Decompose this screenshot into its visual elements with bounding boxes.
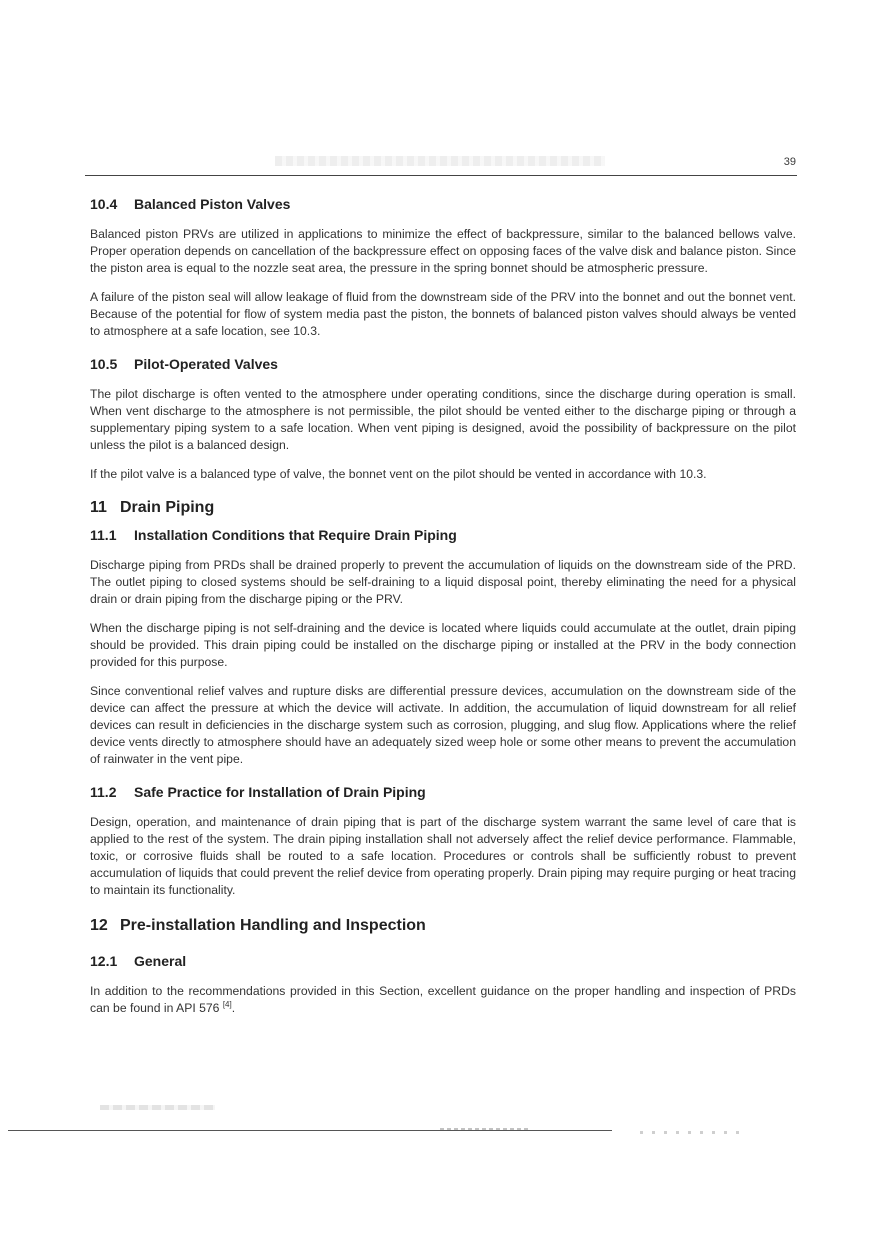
heading-10-5 — [90, 354, 796, 374]
heading-12-1 — [90, 951, 796, 971]
heading-title: General — [134, 953, 187, 969]
footer-rule — [8, 1130, 612, 1131]
header-running-title-faint — [275, 156, 605, 166]
paragraph: A failure of the piston seal will allow leakage of fluid from the downstream side of the PRV into the bonnet and out the bonnet vent. Because of the potential for flow of system media past the piston, the bonnets of balanced piston valves should always be vented to atmosphere at a safe location, see 10.3. — [90, 290, 796, 338]
page-number: 39 — [783, 156, 796, 168]
reference-marker: [4] — [222, 999, 232, 1009]
paragraph: The pilot discharge is often vented to the atmosphere under operating conditions, since the discharge during operation is small. When vent discharge to the atmosphere is not permissible, the pilot should be vented either to the discharge piping or through a supplementary piping system to a safe location. When vent piping is designed, avoid the possibility of backpressure on the pilot unless the pilot is a balanced design. — [90, 387, 796, 452]
heading-number: 11.2 — [90, 784, 117, 800]
heading-title: Installation Conditions that Require Drain Piping — [134, 527, 457, 543]
heading-10-4 — [90, 194, 796, 214]
paragraph-end: . — [231, 1001, 236, 1015]
heading-11 — [90, 497, 796, 519]
paragraph: If the pilot valve is a balanced type of valve, the bonnet vent on the pilot should be vented in accordance with 10.3. — [90, 467, 707, 481]
paragraph: Since conventional relief valves and rupture disks are differential pressure devices, accumulation on the downstream side of the device can affect the pressure at which the device will activate. In addition, the accumulation of liquid downstream for all relief devices can result in deficiencies in the discharge system such as corrosion, plugging, and slug flow. Applications where the relief device vents directly to atmosphere should have an adequately sized weep hole or some other means to prevent the accumulation of rainwater in the vent pipe. — [90, 684, 796, 766]
heading-number: 12.1 — [90, 953, 118, 969]
heading-11-1 — [90, 525, 796, 545]
paragraph: Discharge piping from PRDs shall be drained properly to prevent the accumulation of liquids on the downstream side of the PRD. The outlet piping to closed systems should be self-draining to a liquid disposal point, thereby eliminating the need for a physical drain or drain piping from the discharge piping or the PRV. — [90, 558, 796, 606]
paragraph: Design, operation, and maintenance of drain piping that is part of the discharge system warrant the same level of care that is applied to the rest of the system. The drain piping installation shall not adversely affect the relief device performance. Flammable, toxic, or corrosive fluids shall be routed to a safe location. Procedures or controls shall be sufficiently robust to prevent accumulation of liquids that could prevent the relief device from operating properly. Drain piping may require purging or heat tracing to maintain its functionality. — [90, 815, 796, 897]
heading-number: 10.4 — [90, 196, 118, 212]
page-content — [90, 194, 796, 1017]
paragraph-text: In addition to the recommendations provided in this Section, excellent guidance on the proper handling and inspection of PRDs can be found in API 576 — [90, 984, 796, 1015]
heading-11-2 — [90, 782, 796, 802]
heading-title: Balanced Piston Valves — [134, 196, 291, 212]
heading-title: Pilot-Operated Valves — [134, 356, 278, 372]
heading-title: Pre-installation Handling and Inspection — [120, 917, 426, 934]
heading-title: Safe Practice for Installation of Drain Piping — [134, 784, 426, 800]
heading-12 — [90, 915, 796, 937]
paragraph: When the discharge piping is not self-draining and the device is located where liquids could accumulate at the outlet, drain piping should be provided. This drain piping could be installed on the discharge piping or installed at the PRV in the body connection provided for this purpose. — [90, 621, 796, 669]
heading-number: 11.1 — [90, 527, 117, 543]
header-rule — [85, 175, 797, 176]
paragraph: Balanced piston PRVs are utilized in applications to minimize the effect of backpressure, similar to the balanced bellows valve. Proper operation depends on cancellation of the backpressure effect on opposing faces of the valve disk and balance piston. Since the piston area is equal to the nozzle seat area, the pressure in the spring bonnet should be atmospheric pressure. — [90, 227, 796, 275]
heading-title: Drain Piping — [120, 499, 215, 516]
footer-faint-mark — [100, 1105, 215, 1110]
heading-number: 12 — [90, 917, 108, 934]
heading-number: 11 — [90, 499, 107, 516]
paragraph — [90, 983, 796, 1017]
footer-faint-mark — [640, 1131, 740, 1134]
heading-number: 10.5 — [90, 356, 118, 372]
